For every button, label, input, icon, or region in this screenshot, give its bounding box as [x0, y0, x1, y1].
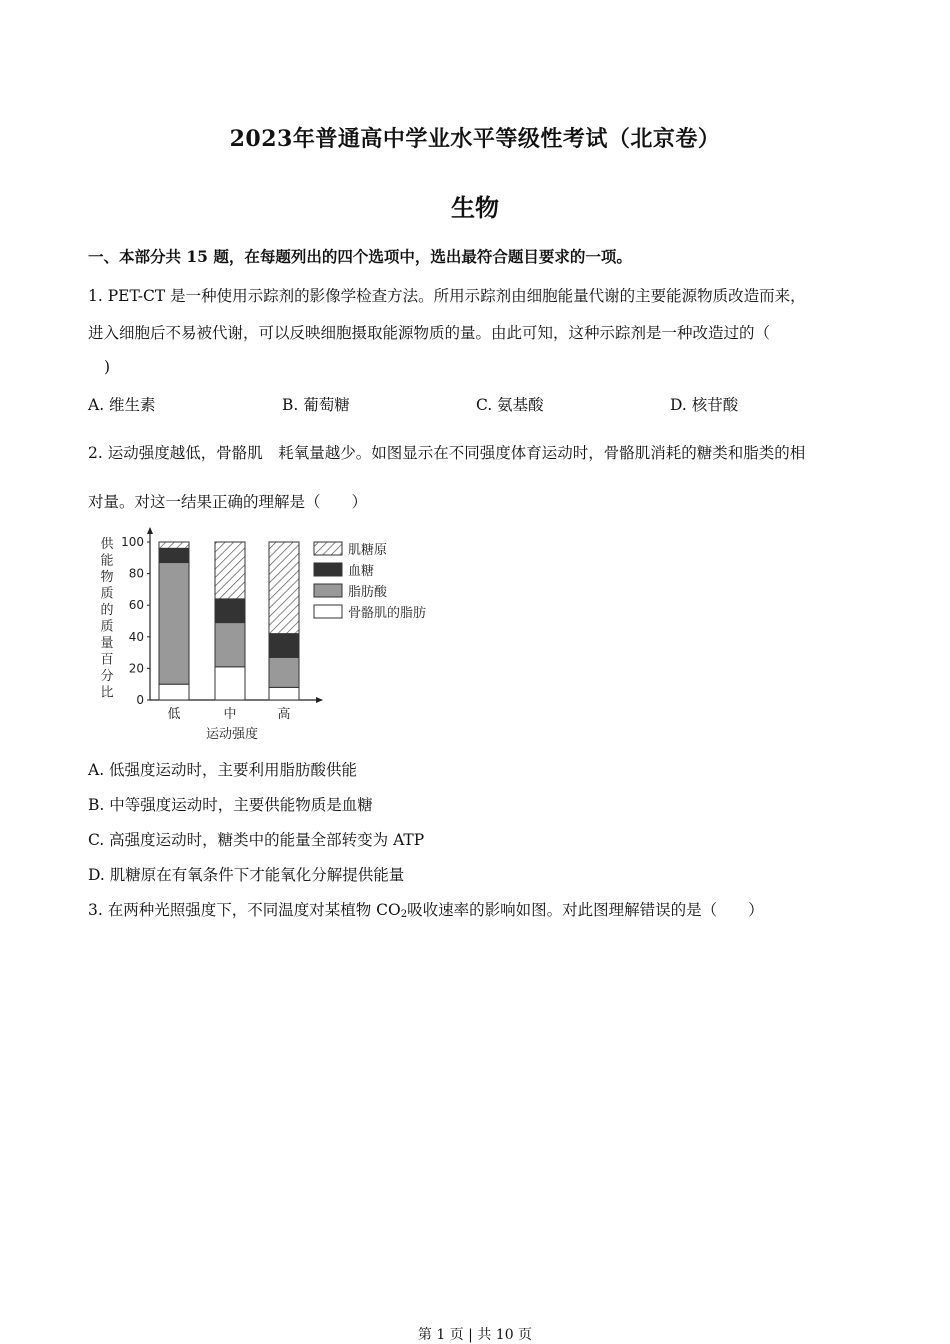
legend-label: 血糖	[348, 564, 375, 579]
x-tick-label: 高	[277, 707, 291, 722]
q1-option-c: C. 氨基酸	[476, 396, 544, 414]
bar-segment	[215, 623, 245, 667]
q3-text-prefix: 3. 在两种光照强度下，不同温度对某植物 CO	[88, 901, 401, 919]
y-axis-label-group	[100, 537, 114, 701]
bar-segment	[159, 684, 189, 700]
legend-swatch	[314, 584, 342, 597]
y-axis-label-char: 质	[100, 619, 114, 635]
q3-text-suffix: 吸收速率的影响如图。对此图理解错误的是（ ）	[407, 901, 764, 919]
y-axis-label-char: 比	[100, 685, 114, 701]
legend-label: 脂肪酸	[348, 585, 388, 600]
q1-option-b: B. 葡萄糖	[282, 396, 350, 414]
q1-option-d: D. 核苷酸	[670, 396, 739, 414]
bar-segment	[269, 634, 299, 658]
y-axis-arrow	[147, 527, 153, 534]
q2-option-b: B. 中等强度运动时，主要供能物质是血糖	[88, 796, 373, 814]
q2-line-1: 2. 运动强度越低，骨骼肌 耗氧量越少。如图显示在不同强度体育运动时，骨骼肌消耗的糖类和脂类的相	[88, 444, 806, 462]
bar-segment	[269, 542, 299, 634]
y-axis-label-char: 质	[100, 586, 114, 602]
y-axis-label-char: 百	[100, 652, 114, 668]
subject-title: 生物	[451, 193, 499, 222]
q1-line-1: 1. PET-CT 是一种使用示踪剂的影像学检查方法。所用示踪剂由细胞能量代谢的主要能源物质改造而来，	[88, 287, 806, 305]
x-tick-label: 低	[167, 707, 181, 722]
legend-swatch	[314, 542, 342, 555]
bar-segment	[159, 548, 189, 562]
q1-line-3: )	[104, 358, 111, 376]
q3-subscript: 2	[400, 909, 408, 920]
q2-option-c: C. 高强度运动时，糖类中的能量全部转变为 ATP	[88, 831, 425, 849]
legend-swatch	[314, 563, 342, 576]
y-axis-label-char: 能	[100, 553, 114, 569]
y-axis-label-char: 的	[100, 603, 114, 618]
q2-line-2: 对量。对这一结果正确的理解是（ ）	[88, 493, 368, 511]
bar-segment	[215, 542, 245, 599]
q2-option-a: A. 低强度运动时，主要利用脂肪酸供能	[88, 761, 358, 779]
y-axis-label-char: 物	[100, 570, 114, 585]
x-axis-label: 运动强度	[205, 727, 259, 742]
chart-legend	[314, 542, 426, 621]
y-tick-label: 100	[121, 535, 144, 549]
y-tick-label: 80	[128, 566, 144, 581]
legend-label: 骨骼肌的脂肪	[348, 606, 427, 621]
y-tick-label: 0	[136, 693, 144, 707]
page-footer: 第 1 页 | 共 10 页	[417, 1327, 533, 1343]
bar-segment	[215, 667, 245, 700]
y-axis-label-char: 量	[100, 636, 114, 651]
section-heading: 一、本部分共 15 题，在每题列出的四个选项中，选出最符合题目要求的一项。	[88, 247, 632, 266]
stacked-bar-chart	[92, 522, 452, 747]
bar-segment	[159, 542, 189, 548]
y-tick-label: 60	[128, 598, 144, 613]
q3-line-1	[88, 898, 764, 920]
y-tick-label: 40	[128, 629, 144, 644]
bar-segment	[269, 687, 299, 700]
bar-segment	[269, 657, 299, 687]
legend-swatch	[314, 605, 342, 618]
q2-option-d: D. 肌糖原在有氧条件下才能氧化分解提供能量	[88, 866, 405, 884]
x-tick-label: 中	[223, 707, 237, 722]
legend-label: 肌糖原	[348, 543, 388, 558]
chart-ticks	[121, 535, 290, 742]
chart-bars	[159, 542, 299, 700]
y-tick-label: 20	[128, 661, 144, 676]
y-axis-label-char: 供	[100, 537, 114, 552]
q1-option-a: A. 维生素	[88, 396, 156, 414]
q1-line-2: 进入细胞后不易被代谢，可以反映细胞摄取能源物质的量。由此可知，这种示踪剂是一种改造过的（	[88, 324, 771, 342]
bar-segment	[159, 563, 189, 685]
bar-segment	[215, 599, 245, 623]
exam-title: 2023年普通高中学业水平等级性考试（北京卷）	[229, 126, 721, 152]
x-axis-arrow	[316, 697, 323, 703]
y-axis-label-char: 分	[100, 669, 114, 684]
